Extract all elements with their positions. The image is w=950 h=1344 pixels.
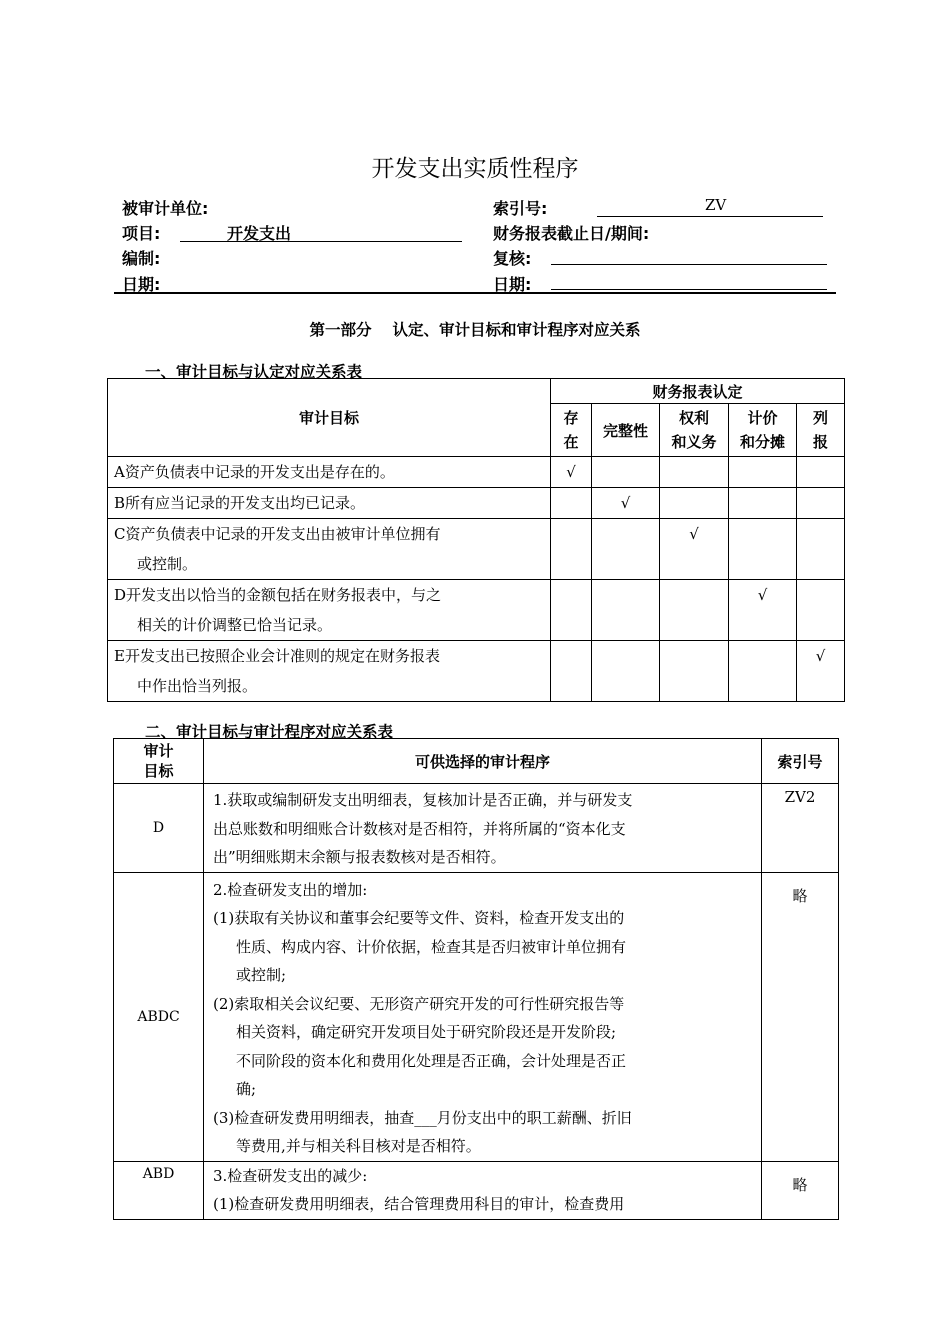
project-label: 项目:	[122, 224, 161, 243]
col-proc-header: 可供选择的审计程序	[204, 739, 762, 784]
procedure-table	[113, 738, 839, 1220]
assertion-group-header: 财务报表认定	[551, 379, 845, 404]
header-divider	[114, 292, 836, 294]
table-row	[114, 784, 839, 873]
assertion-valuation: 计价 和分摊	[729, 404, 797, 457]
check-cell: √	[729, 580, 797, 641]
assertion-table	[107, 378, 845, 702]
table-row	[108, 488, 845, 519]
goal-text: D开发支出以恰当的金额包括在财务报表中，与之 相关的计价调整已恰当记录。	[108, 580, 551, 641]
goal-text: E开发支出已按照企业会计准则的规定在财务报表 中作出恰当列报。	[108, 641, 551, 702]
goal-cell: ABD	[114, 1161, 204, 1219]
goal-cell: ABDC	[114, 872, 204, 1161]
goal-header: 审计目标	[108, 379, 551, 457]
reviewed-field	[551, 246, 827, 265]
table1-title: 一、审计目标与认定对应关系表	[145, 363, 363, 381]
project-value: 开发支出	[227, 224, 292, 243]
assertion-existence: 存 在	[551, 404, 592, 457]
date-field	[551, 272, 827, 290]
assertion-rights: 权利 和义务	[660, 404, 729, 457]
index-field	[597, 196, 823, 217]
index-cell: 略	[762, 872, 839, 1161]
index-cell: 略	[762, 1161, 839, 1219]
project-field	[180, 221, 462, 242]
check-cell: √	[592, 488, 660, 519]
procedure-cell: 3.检查研发支出的减少: (1)检查研发费用明细表，结合管理费用科目的审计，检查费用	[204, 1161, 762, 1219]
check-cell: √	[797, 641, 845, 702]
check-cell: √	[660, 519, 729, 580]
audited-unit-label: 被审计单位:	[122, 199, 209, 218]
date-label-left: 日期:	[122, 275, 161, 294]
assertion-presentation: 列 报	[797, 404, 845, 457]
index-cell: ZV2	[762, 784, 839, 873]
goal-cell: D	[114, 784, 204, 873]
check-cell: √	[551, 457, 592, 488]
table-row	[108, 580, 845, 641]
col-goal-header: 审计 目标	[114, 739, 204, 784]
part-title: 第一部分 认定、审计目标和审计程序对应关系	[309, 321, 641, 339]
index-label: 索引号:	[493, 199, 548, 218]
procedure-cell: 2.检查研发支出的增加: (1)获取有关协议和董事会纪要等文件、资料，检查开发支出的 性质、构成内容、计价依据，检查其是否归被审计单位拥有 或控制; (2)索取相关会议纪要、无形资产研究开发的可行性研究报告等 相关资料，确定研究开发项目处于研究阶段还是开发阶段; 不同阶段的资本化和费用化处理是否正确，会计处理是否正 确; (3)检查研发费用明细表，抽查___月份支出中的职工薪酬、折旧 等费用,并与相关科目核对是否相符。	[204, 872, 762, 1161]
goal-text: B所有应当记录的开发支出均已记录。	[108, 488, 551, 519]
assertion-completeness: 完整性	[592, 404, 660, 457]
goal-text: C资产负债表中记录的开发支出由被审计单位拥有 或控制。	[108, 519, 551, 580]
report-date-label: 财务报表截止日/期间:	[493, 224, 650, 243]
col-index-header: 索引号	[762, 739, 839, 784]
reviewed-label: 复核:	[493, 249, 532, 268]
date-label-right: 日期:	[493, 275, 532, 294]
table-row	[114, 1161, 839, 1219]
procedure-cell: 1.获取或编制研发支出明细表，复核加计是否正确，并与研发支 出总账数和明细账合计数核对是否相符，并将所属的“资本化支 出”明细账期末余额与报表数核对是否相符。	[204, 784, 762, 873]
table2-title: 二、审计目标与审计程序对应关系表	[145, 723, 394, 741]
goal-text: A资产负债表中记录的开发支出是存在的。	[108, 457, 551, 488]
table-row	[114, 872, 839, 1161]
table-row	[108, 641, 845, 702]
table-row	[108, 519, 845, 580]
prepared-label: 编制:	[122, 249, 161, 268]
index-value: ZV	[705, 196, 727, 214]
table-row	[108, 457, 845, 488]
page-title: 开发支出实质性程序	[371, 156, 579, 182]
